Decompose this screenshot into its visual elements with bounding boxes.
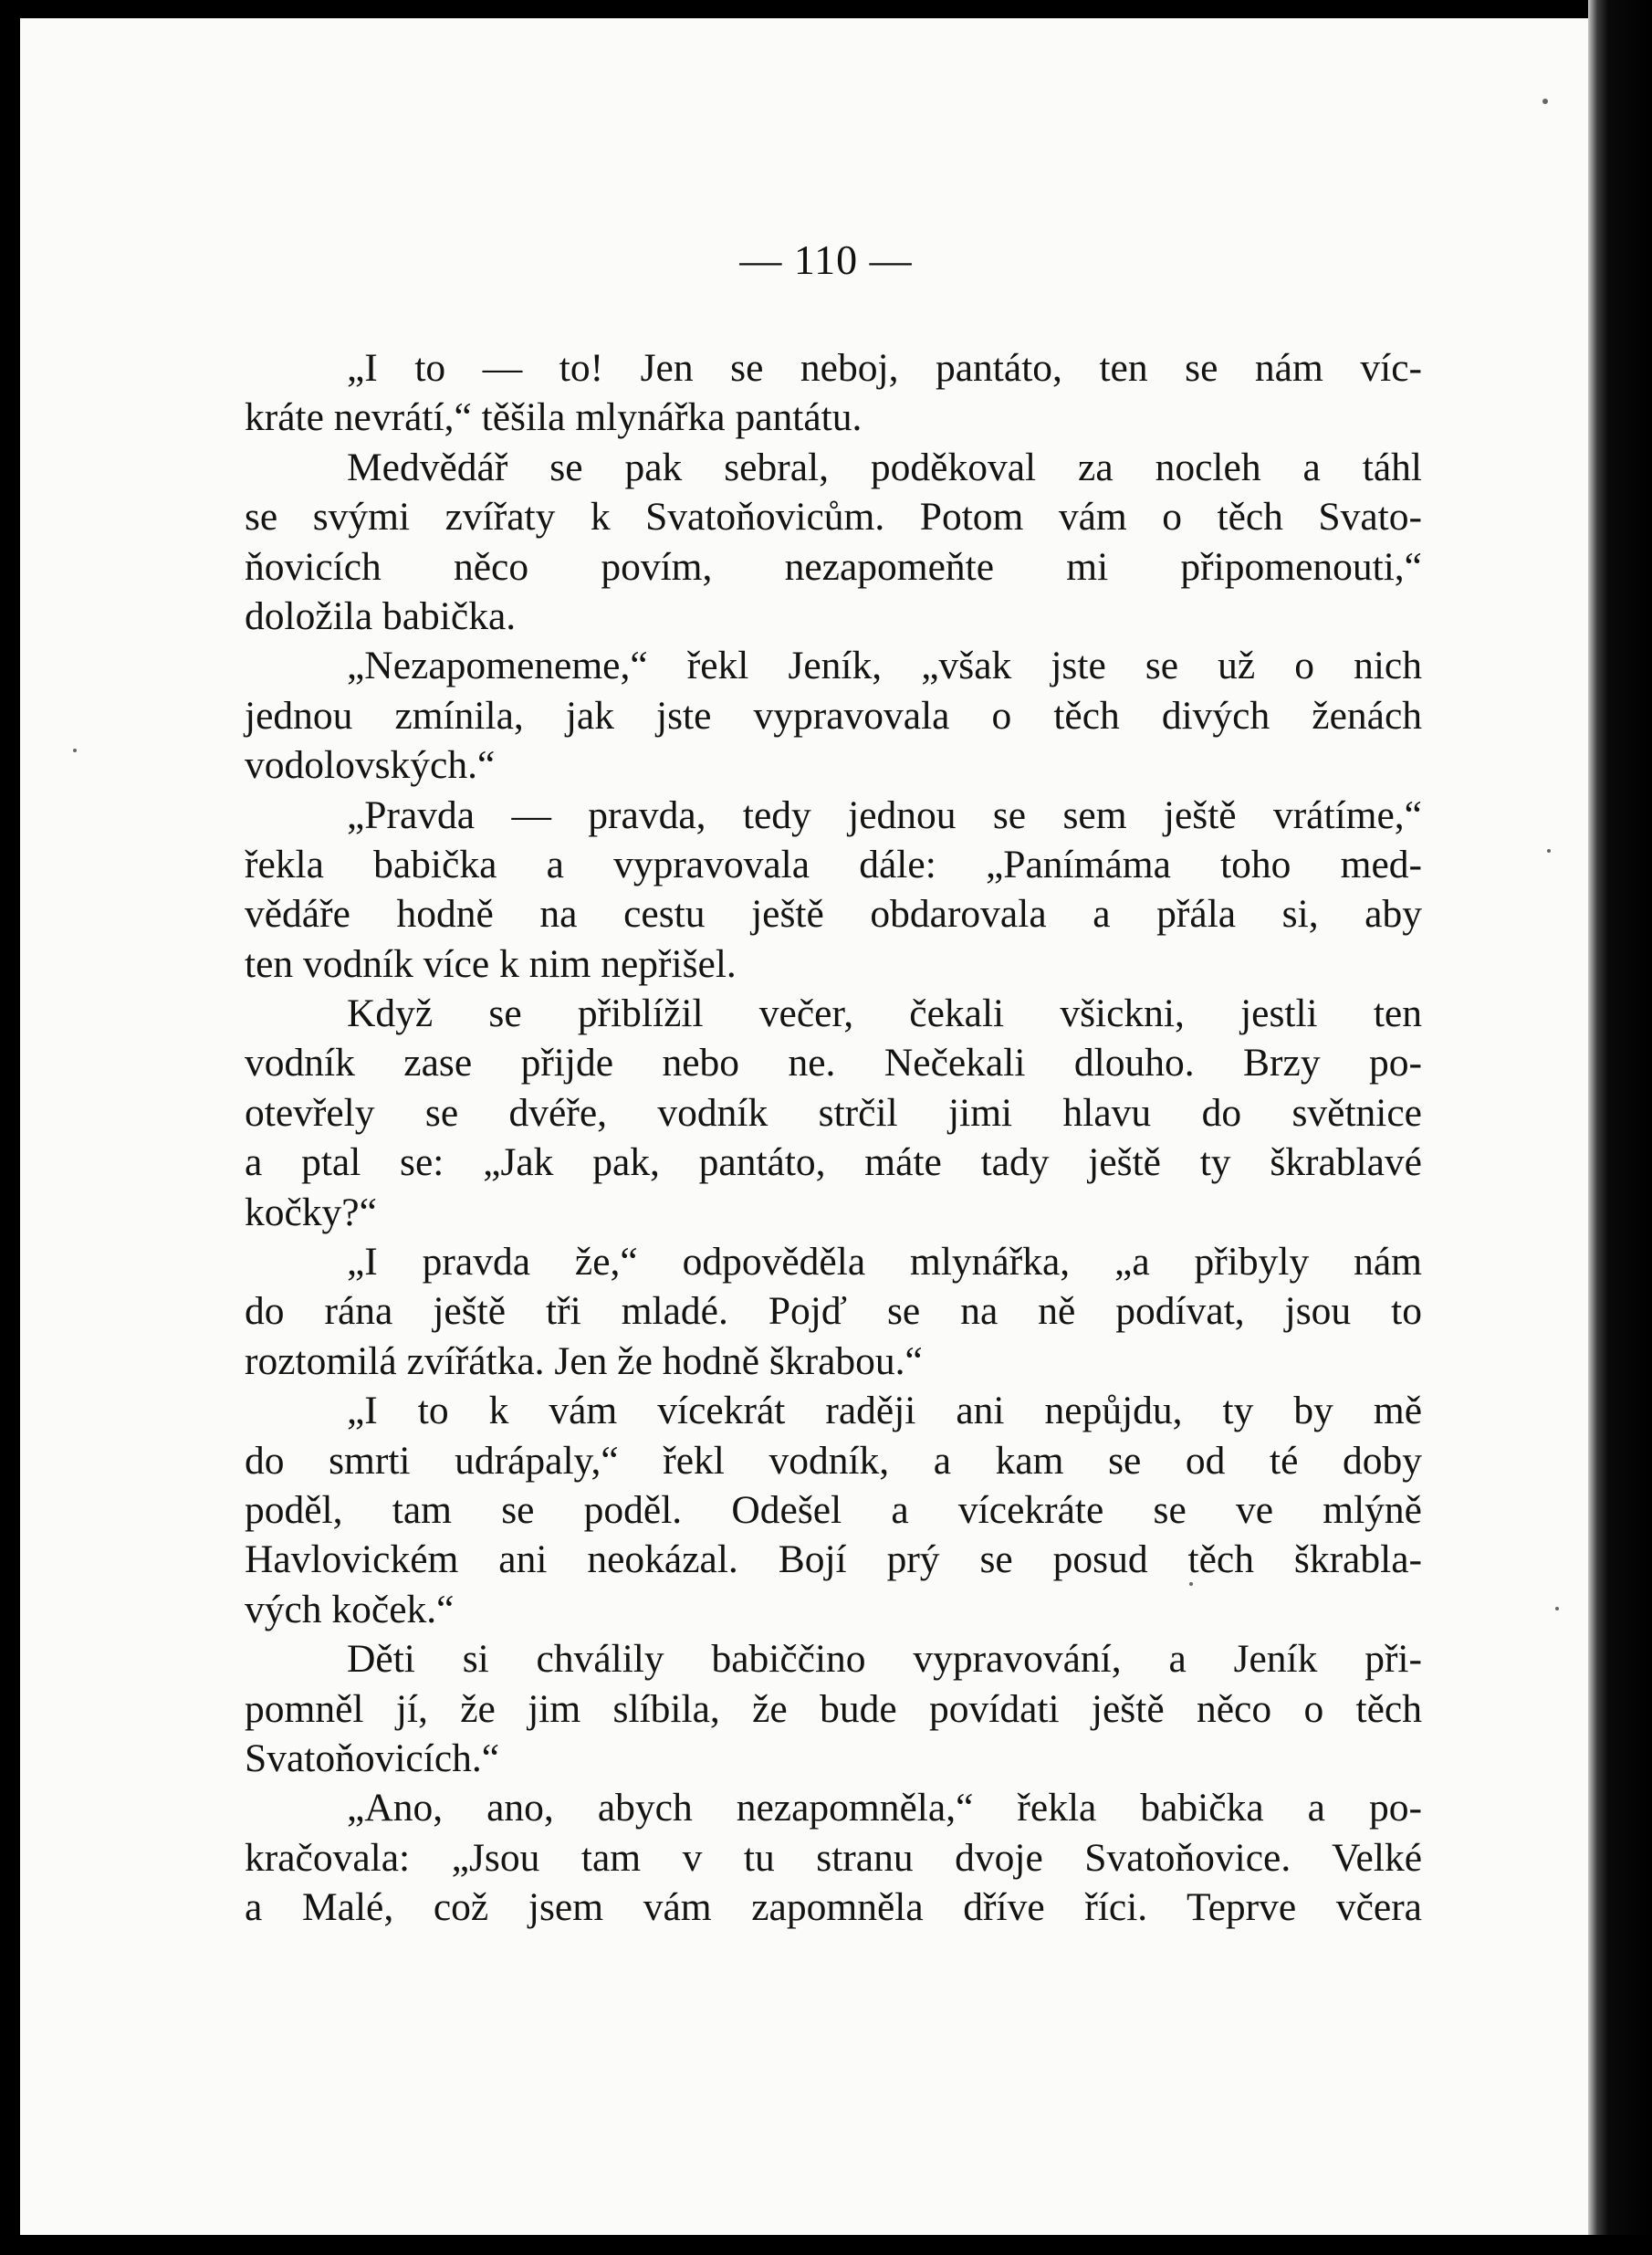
scan-edge-left (0, 0, 20, 2255)
text-line: kráte nevrátí,“ těšila mlynářka pantátu. (245, 395, 863, 440)
text-line: ten vodník více k nim nepřišel. (245, 941, 737, 986)
text-line: otevřely se dvéře, vodník strčil jimi hlavu do světnice (245, 1090, 1422, 1135)
page-number: — 110 — (739, 236, 913, 283)
text-line: Medvědář se pak sebral, poděkoval za nocleh a táhl (347, 445, 1422, 489)
text-line: „Ano, ano, abych nezapomněla,“ řekla babička a po- (347, 1786, 1422, 1830)
text-line: vodolovských.“ (245, 743, 496, 788)
text-line: „I to — to! Jen se neboj, pantáto, ten se nám víc- (347, 346, 1422, 390)
text-line: do smrti udrápaly,“ řekl vodník, a kam se od té doby (245, 1438, 1422, 1483)
text-line: jednou zmínila, jak jste vypravovala o těch divých ženách (245, 693, 1422, 738)
dust-speck (1555, 1607, 1559, 1610)
text-line: Svatoňovicích.“ (245, 1736, 500, 1780)
text-line: se svými zvířaty k Svatoňovicům. Potom vám o těch Svato- (245, 495, 1422, 540)
text-line: vodník zase přijde nebo ne. Nečekali dlouho. Brzy po- (245, 1041, 1422, 1086)
text-line: Děti si chválily babiččino vypravování, a Jeník při- (347, 1637, 1422, 1682)
dust-speck (1542, 99, 1548, 104)
text-line: a ptal se: „Jak pak, pantáto, máte tady ještě ty škrablavé (245, 1140, 1422, 1185)
text-line: vých koček.“ (245, 1587, 455, 1631)
scan-edge-right (1588, 0, 1652, 2255)
text-line: a Malé, což jsem vám zapomněla dříve říci. Teprve včera (245, 1885, 1422, 1930)
text-line: Když se přiblížil večer, čekali všickni, jestli ten (347, 991, 1422, 1036)
dust-speck (1547, 849, 1551, 853)
text-line: „Nezapomeneme,“ řekl Jeník, „však jste se už o nich (347, 644, 1422, 688)
body-text (245, 343, 1422, 1933)
text-line: řekla babička a vypravovala dále: „Panímáma toho med- (245, 842, 1422, 886)
text-line: doložila babička. (245, 593, 517, 638)
text-line: do rána ještě tři mladé. Pojď se na ně podívat, jsou to (245, 1289, 1422, 1334)
text-line: „Pravda — pravda, tedy jednou se sem ještě vrátíme,“ (347, 792, 1422, 837)
scan-edge-top (0, 0, 1652, 18)
text-line: „I pravda že,“ odpověděla mlynářka, „a přibyly nám (347, 1240, 1422, 1285)
text-line: „I to k vám vícekrát raději ani nepůjdu, ty by mě (347, 1389, 1422, 1433)
dust-speck (73, 749, 77, 752)
text-line: Havlovickém ani neokázal. Bojí prý se posud těch škrabla- (245, 1537, 1422, 1582)
scan-edge-bottom (0, 2235, 1652, 2255)
text-line: pomněl jí, že jim slíbila, že bude povídati ještě něco o těch (245, 1686, 1422, 1731)
text-line: kočky?“ (245, 1190, 377, 1234)
text-line: kračovala: „Jsou tam v tu stranu dvoje Svatoňovice. Velké (245, 1835, 1422, 1880)
text-line: ňovicích něco povím, nezapomeňte mi připomenouti,“ (245, 544, 1422, 589)
text-line: vědáře hodně na cestu ještě obdarovala a přála si, aby (245, 892, 1422, 937)
text-line: poděl, tam se poděl. Odešel a vícekráte se ve mlýně (245, 1487, 1422, 1532)
text-line: roztomilá zvířátka. Jen že hodně škrabou.“ (245, 1338, 923, 1383)
